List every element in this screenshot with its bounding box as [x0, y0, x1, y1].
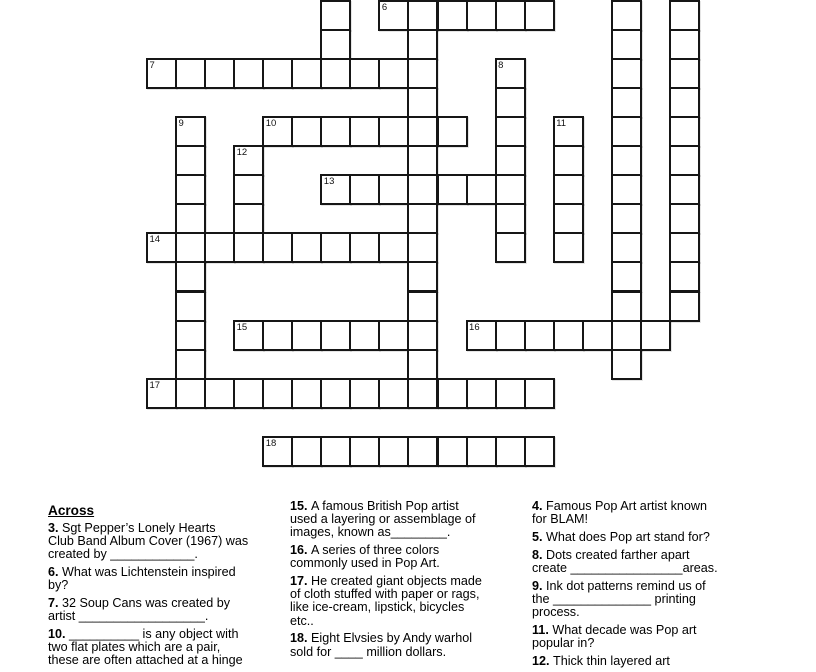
grid-cell[interactable]	[349, 174, 380, 205]
clue-line: of cloth stuffed with paper or rags,	[290, 587, 480, 602]
grid-cell[interactable]	[524, 378, 555, 409]
grid-cell[interactable]	[320, 378, 351, 409]
grid-cell[interactable]	[175, 232, 206, 263]
grid-cell[interactable]	[349, 232, 380, 263]
grid-cell[interactable]	[553, 145, 584, 176]
grid-cell[interactable]	[233, 378, 264, 409]
cell-number-18: 18	[265, 437, 277, 449]
grid-cell[interactable]	[611, 116, 642, 147]
clue-5	[532, 531, 782, 544]
clue-4	[532, 500, 782, 526]
grid-cell[interactable]	[466, 0, 497, 31]
grid-cell[interactable]	[495, 436, 526, 467]
grid-cell[interactable]	[349, 116, 380, 147]
clue-number-label: 12.	[532, 653, 554, 668]
clue-line: commonly used in Pop Art.	[290, 556, 440, 571]
grid-cell[interactable]	[407, 349, 438, 380]
grid-cell[interactable]	[204, 58, 235, 89]
grid-cell[interactable]	[291, 320, 322, 351]
clue-number-label: 4.	[532, 499, 547, 513]
clue-12	[532, 655, 782, 668]
grid-cell[interactable]	[495, 232, 526, 263]
grid-cell[interactable]	[233, 174, 264, 205]
grid-cell[interactable]	[669, 261, 700, 292]
grid-cell[interactable]	[204, 378, 235, 409]
grid-cell[interactable]	[407, 320, 438, 351]
grid-cell[interactable]	[320, 436, 351, 467]
grid-cell[interactable]	[262, 378, 293, 409]
grid-cell[interactable]	[378, 116, 409, 147]
clue-line: etc..	[290, 613, 314, 628]
grid-cell[interactable]	[669, 203, 700, 234]
clue-line: 3. Sgt Pepper’s Lonely Hearts	[48, 521, 216, 535]
grid-cell[interactable]	[611, 174, 642, 205]
cell-number-14: 14	[149, 234, 161, 246]
clue-line: 18. Eight Elvsies by Andy warhol	[290, 631, 473, 646]
clue-line: 5. What does Pop art stand for?	[532, 529, 710, 544]
clue-number-label: 7.	[48, 596, 63, 611]
clue-line: used a layering or assemblage of	[290, 512, 476, 527]
grid-cell[interactable]	[669, 145, 700, 176]
grid-cell[interactable]	[175, 145, 206, 176]
clue-8	[532, 549, 782, 575]
clue-line: 12. Thick thin layered art	[532, 653, 670, 668]
grid-cell[interactable]	[320, 232, 351, 263]
grid-cell[interactable]	[291, 378, 322, 409]
grid-cell[interactable]	[611, 291, 642, 322]
grid-cell[interactable]	[407, 0, 438, 31]
grid-cell[interactable]	[320, 58, 351, 89]
grid-cell[interactable]	[669, 174, 700, 205]
clues-column-2	[290, 500, 528, 663]
clue-15	[290, 500, 528, 540]
grid-cell[interactable]	[611, 261, 642, 292]
clue-line: like ice-cream, lipstick, bicycles	[290, 600, 465, 615]
grid-cell[interactable]	[466, 436, 497, 467]
grid-cell[interactable]	[524, 320, 555, 351]
grid-cell[interactable]	[320, 0, 351, 31]
grid-cell[interactable]	[407, 232, 438, 263]
grid-cell[interactable]	[291, 232, 322, 263]
cell-number-12: 12	[236, 147, 248, 159]
grid-cell[interactable]	[495, 203, 526, 234]
grid-cell[interactable]	[524, 436, 555, 467]
clue-line: by?	[48, 578, 69, 593]
grid-cell[interactable]	[204, 232, 235, 263]
grid-cell[interactable]	[378, 174, 409, 205]
clue-9	[532, 580, 782, 620]
grid-cell[interactable]	[611, 232, 642, 263]
grid-cell[interactable]	[553, 320, 584, 351]
grid-cell[interactable]	[233, 58, 264, 89]
cell-number-9: 9	[178, 118, 184, 130]
grid-cell[interactable]	[553, 174, 584, 205]
grid-cell[interactable]	[524, 0, 555, 31]
grid-cell[interactable]	[611, 349, 642, 380]
clue-line: these are often attached at a hinge	[48, 653, 243, 668]
grid-cell[interactable]	[495, 174, 526, 205]
clue-7	[48, 597, 288, 623]
clue-line: 9. Ink dot patterns remind us of	[532, 578, 706, 593]
clue-line: popular in?	[532, 635, 595, 650]
cell-number-16: 16	[469, 321, 480, 333]
grid-cell[interactable]	[175, 203, 206, 234]
grid-cell[interactable]	[407, 29, 438, 60]
clue-line: 7. 32 Soup Cans was created by	[48, 596, 231, 611]
grid-cell[interactable]	[233, 203, 264, 234]
grid-cell[interactable]	[669, 29, 700, 60]
grid-cell[interactable]	[437, 116, 468, 147]
cell-number-13: 13	[323, 176, 335, 188]
clue-16	[290, 544, 528, 570]
grid-cell[interactable]	[175, 174, 206, 205]
clue-line: 15. A famous British Pop artist	[290, 499, 459, 513]
grid-cell[interactable]	[349, 58, 380, 89]
grid-cell[interactable]	[669, 87, 700, 118]
cell-number-8: 8	[498, 60, 504, 72]
grid-cell[interactable]	[378, 320, 409, 351]
grid-cell[interactable]	[495, 116, 526, 147]
grid-cell[interactable]	[407, 261, 438, 292]
grid-cell[interactable]	[553, 232, 584, 263]
grid-cell[interactable]	[378, 232, 409, 263]
grid-cell[interactable]	[407, 174, 438, 205]
clue-line: two flat plates which are a pair,	[48, 640, 221, 655]
grid-cell[interactable]	[669, 0, 700, 31]
grid-cell[interactable]	[407, 58, 438, 89]
grid-cell[interactable]	[582, 320, 613, 351]
cell-number-6: 6	[381, 2, 388, 13]
grid-cell[interactable]	[262, 58, 293, 89]
grid-cell[interactable]	[233, 232, 264, 263]
grid-cell[interactable]	[175, 320, 206, 351]
grid-cell[interactable]	[349, 320, 380, 351]
clues-column-3	[532, 500, 782, 672]
clue-line: 4. Famous Pop Art artist known	[532, 499, 708, 513]
clue-number-label: 5.	[532, 529, 547, 544]
clue-number-label: 8.	[532, 547, 547, 562]
clue-line: Club Band Album Cover (1967) was	[48, 534, 249, 549]
clue-6	[48, 566, 288, 592]
grid-cell[interactable]	[437, 378, 468, 409]
grid-cell[interactable]	[320, 29, 351, 60]
grid-cell[interactable]	[611, 203, 642, 234]
clue-line: the ______________ printing	[532, 591, 696, 606]
cell-number-15: 15	[236, 321, 248, 333]
clue-number-label: 17.	[290, 574, 312, 589]
clue-18	[290, 632, 528, 658]
grid-cell[interactable]	[175, 291, 206, 322]
grid-cell[interactable]	[437, 0, 468, 31]
clue-line: sold for ____ million dollars.	[290, 644, 447, 659]
clue-line: for BLAM!	[532, 512, 588, 527]
cell-number-11: 11	[556, 118, 567, 130]
clue-10	[48, 628, 288, 668]
grid-cell[interactable]	[349, 436, 380, 467]
grid-cell[interactable]	[611, 145, 642, 176]
grid-cell[interactable]	[669, 232, 700, 263]
clue-number-label: 16.	[290, 543, 312, 558]
grid-cell[interactable]	[320, 116, 351, 147]
clue-line: artist __________________.	[48, 609, 209, 624]
grid-cell[interactable]	[495, 320, 526, 351]
grid-cell[interactable]	[495, 145, 526, 176]
clue-number-label: 10.	[48, 626, 70, 641]
grid-cell[interactable]	[437, 174, 468, 205]
grid-cell[interactable]	[669, 291, 700, 322]
clue-line: 17. He created giant objects made	[290, 574, 482, 589]
grid-cell[interactable]	[291, 436, 322, 467]
clue-line: 11. What decade was Pop art	[532, 622, 697, 637]
clue-number-label: 15.	[290, 499, 312, 513]
clue-3	[48, 522, 288, 562]
clue-line: created by ____________.	[48, 547, 198, 562]
clue-number-label: 18.	[290, 631, 312, 646]
grid-cell[interactable]	[611, 0, 642, 31]
clue-line: process.	[532, 604, 580, 619]
clue-line: images, known as________.	[290, 525, 451, 540]
grid-cell[interactable]	[553, 203, 584, 234]
grid-cell[interactable]	[611, 58, 642, 89]
grid-cell[interactable]	[407, 203, 438, 234]
grid-cell[interactable]	[407, 116, 438, 147]
grid-cell[interactable]	[669, 58, 700, 89]
clue-17	[290, 575, 528, 628]
grid-cell[interactable]	[175, 261, 206, 292]
grid-cell[interactable]	[175, 349, 206, 380]
clue-line: 8. Dots created farther apart	[532, 547, 690, 562]
grid-cell[interactable]	[611, 320, 642, 351]
grid-cell[interactable]	[291, 58, 322, 89]
clue-line: 6. What was Lichtenstein inspired	[48, 565, 236, 580]
grid-cell[interactable]	[378, 378, 409, 409]
cell-number-10: 10	[265, 118, 277, 130]
grid-cell[interactable]	[378, 58, 409, 89]
clue-number-label: 3.	[48, 521, 63, 535]
clue-line: 16. A series of three colors	[290, 543, 440, 558]
grid-cell[interactable]	[262, 232, 293, 263]
grid-cell[interactable]	[407, 378, 438, 409]
clues-column-1	[48, 500, 288, 672]
grid-cell[interactable]	[320, 320, 351, 351]
grid-cell[interactable]	[175, 58, 206, 89]
clue-number-label: 6.	[48, 565, 63, 580]
across-header: Across	[48, 503, 95, 518]
grid-cell[interactable]	[611, 29, 642, 60]
grid-cell[interactable]	[495, 378, 526, 409]
grid-cell[interactable]	[669, 116, 700, 147]
grid-cell[interactable]	[611, 87, 642, 118]
grid-cell[interactable]	[437, 436, 468, 467]
grid-cell[interactable]	[407, 145, 438, 176]
grid-cell[interactable]	[640, 320, 671, 351]
clue-11	[532, 624, 782, 650]
grid-cell[interactable]	[262, 320, 293, 351]
grid-cell[interactable]	[407, 291, 438, 322]
clue-number-label: 9.	[532, 578, 547, 593]
grid-cell[interactable]	[407, 87, 438, 118]
clue-line: 10. __________ is any object with	[48, 626, 239, 641]
grid-cell[interactable]	[407, 436, 438, 467]
clue-line: create ________________areas.	[532, 560, 718, 575]
grid-cell[interactable]	[291, 116, 322, 147]
grid-cell[interactable]	[495, 87, 526, 118]
grid-cell[interactable]	[495, 0, 526, 31]
grid-cell[interactable]	[175, 378, 206, 409]
grid-cell[interactable]	[466, 174, 497, 205]
cell-number-17: 17	[149, 379, 161, 391]
grid-cell[interactable]	[349, 378, 380, 409]
grid-cell[interactable]	[466, 378, 497, 409]
grid-cell[interactable]	[378, 436, 409, 467]
cell-number-7: 7	[149, 60, 155, 72]
clue-number-label: 11.	[532, 622, 553, 637]
